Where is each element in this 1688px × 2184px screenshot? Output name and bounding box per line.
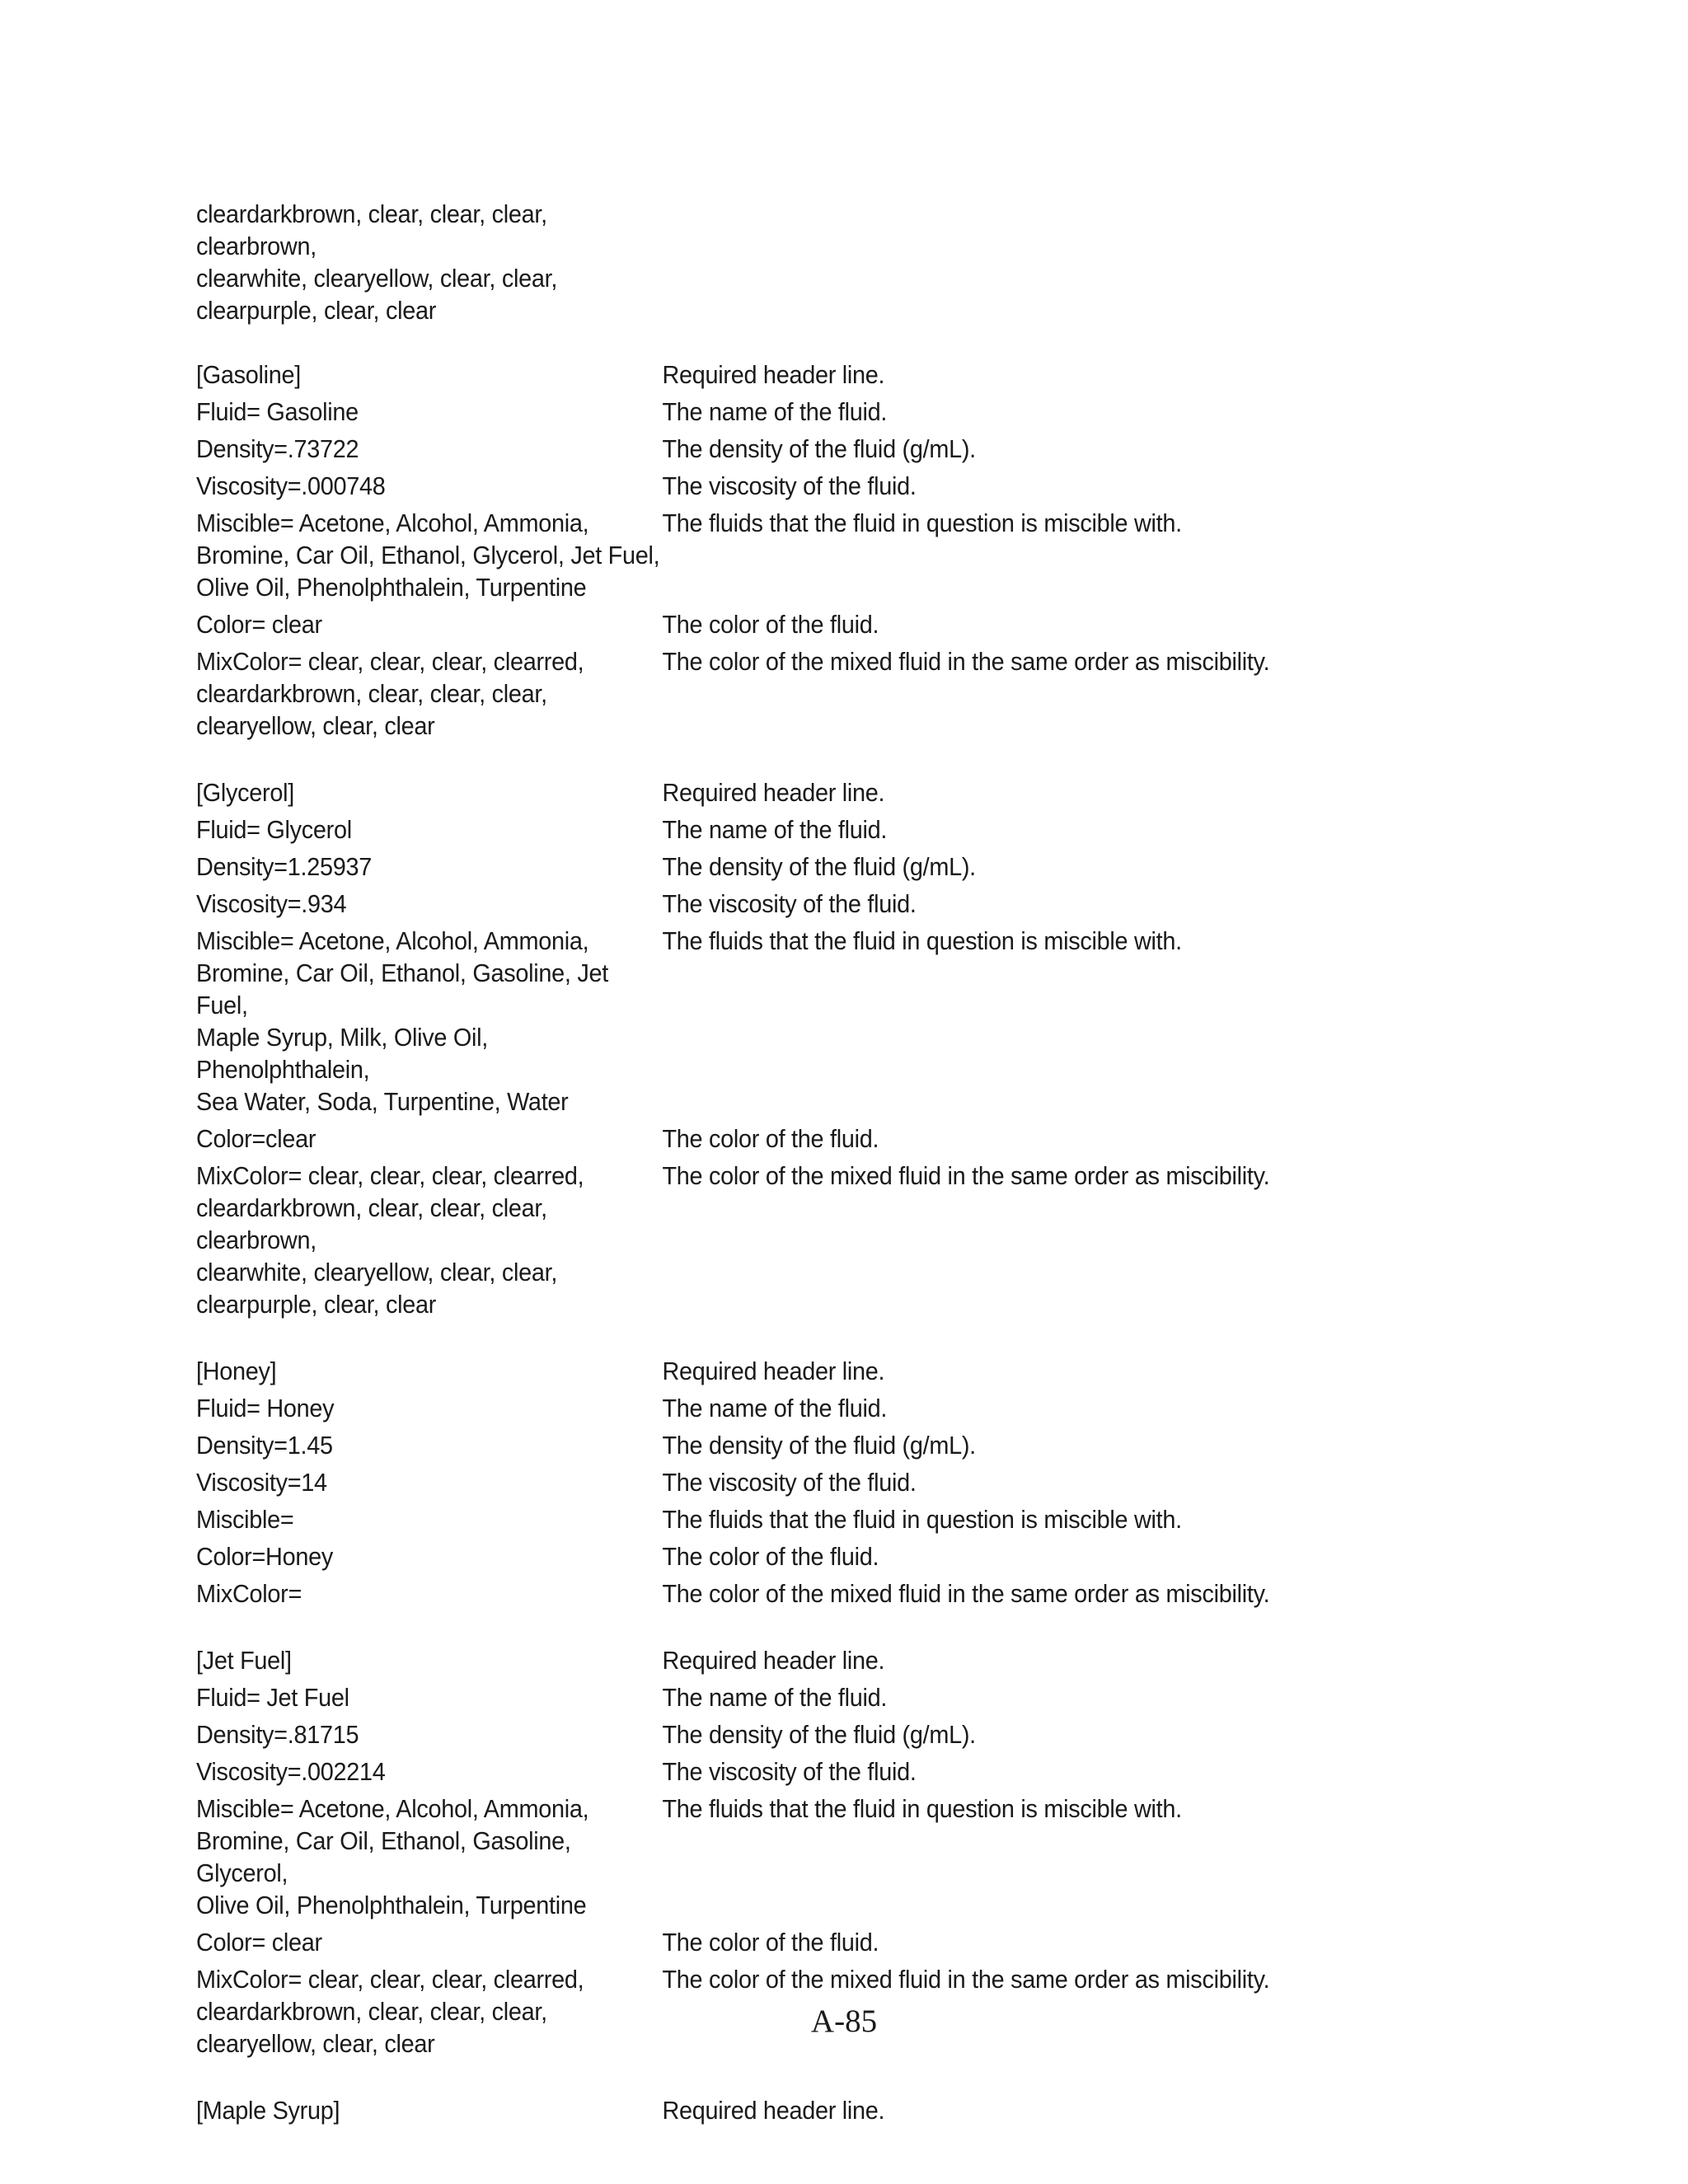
config-entry xyxy=(196,467,662,504)
config-entry xyxy=(196,393,662,430)
config-entry-line: Density=.73722 xyxy=(196,434,359,463)
config-entry-line: Fluid= Honey xyxy=(196,1394,335,1422)
config-entry-line: Miscible= xyxy=(196,1505,294,1534)
config-entry-line: Miscible= Acetone, Alcohol, Ammonia, xyxy=(196,1794,589,1823)
config-entry xyxy=(196,922,662,1120)
config-row xyxy=(196,1427,1438,1464)
config-description: The fluids that the fluid in question is miscible with. xyxy=(662,509,1182,537)
config-row xyxy=(196,504,1438,606)
config-entry-line: [Maple Syrup] xyxy=(196,2096,340,2125)
config-entry xyxy=(196,1120,662,1157)
config-entry-line: clearyellow, clear, clear xyxy=(196,2029,435,2058)
config-row xyxy=(196,1790,1438,1924)
config-entry xyxy=(196,1753,662,1790)
config-entry-line: Bromine, Car Oil, Ethanol, Gasoline, Glycerol, xyxy=(196,1826,571,1887)
config-row xyxy=(196,848,1438,885)
config-entry xyxy=(196,1427,662,1464)
config-description: The viscosity of the fluid. xyxy=(662,1757,917,1786)
config-row xyxy=(196,1501,1438,1538)
config-description: The viscosity of the fluid. xyxy=(662,889,917,918)
config-row xyxy=(196,1575,1438,1612)
fluid-section xyxy=(196,1352,1438,1612)
page-number: A-85 xyxy=(810,2004,878,2039)
config-entry xyxy=(196,1575,662,1612)
config-entry xyxy=(196,1679,662,1716)
config-description: The color of the mixed fluid in the same order as miscibility. xyxy=(662,1579,1270,1608)
config-listing xyxy=(196,198,1438,2129)
lead-line: clearpurple, clear, clear xyxy=(196,296,437,325)
config-entry xyxy=(196,504,662,606)
lead-line: cleardarkbrown, clear, clear, clear, clearbrown, xyxy=(196,199,547,260)
config-description: The color of the mixed fluid in the same order as miscibility. xyxy=(662,647,1270,676)
config-entry xyxy=(196,1716,662,1753)
config-entry-line: MixColor= clear, clear, clear, clearred, xyxy=(196,1965,584,1994)
config-entry-line: Sea Water, Soda, Turpentine, Water xyxy=(196,1087,569,1116)
config-entry-line: Density=1.25937 xyxy=(196,852,372,881)
config-entry xyxy=(196,643,662,744)
config-entry xyxy=(196,1790,662,1924)
config-description: The fluids that the fluid in question is miscible with. xyxy=(662,1794,1182,1823)
config-description: Required header line. xyxy=(662,2096,885,2125)
config-row xyxy=(196,1120,1438,1157)
config-entry-line: Miscible= Acetone, Alcohol, Ammonia, xyxy=(196,926,589,955)
config-description: The color of the fluid. xyxy=(662,1928,879,1957)
config-entry-line: Olive Oil, Phenolphthalein, Turpentine xyxy=(196,1891,587,1919)
config-entry-line: MixColor= clear, clear, clear, clearred, xyxy=(196,1161,584,1190)
config-description: The fluids that the fluid in question is miscible with. xyxy=(662,926,1182,955)
config-description: The color of the fluid. xyxy=(662,1542,879,1571)
config-entry xyxy=(196,774,662,811)
config-row xyxy=(196,643,1438,744)
config-entry xyxy=(196,1538,662,1575)
config-description: The name of the fluid. xyxy=(662,1683,888,1712)
config-description: The density of the fluid (g/mL). xyxy=(662,852,976,881)
config-description: The density of the fluid (g/mL). xyxy=(662,1431,976,1460)
config-row xyxy=(196,1924,1438,1961)
config-entry xyxy=(196,356,662,393)
config-entry-line: Viscosity=.000748 xyxy=(196,471,386,500)
config-entry-line: Maple Syrup, Milk, Olive Oil, Phenolphthalein, xyxy=(196,1023,488,1084)
config-row xyxy=(196,1642,1438,1679)
config-row xyxy=(196,2092,1438,2129)
fluid-section xyxy=(196,356,1438,744)
config-row xyxy=(196,1679,1438,1716)
fluid-section xyxy=(196,1642,1438,2062)
config-entry-line: cleardarkbrown, clear, clear, clear, clearbrown, xyxy=(196,1193,547,1254)
config-row xyxy=(196,774,1438,811)
config-entry xyxy=(196,1642,662,1679)
config-row xyxy=(196,1538,1438,1575)
config-entry-line: Color=clear xyxy=(196,1124,316,1153)
config-entry-line: Miscible= Acetone, Alcohol, Ammonia, xyxy=(196,509,589,537)
config-entry-line: cleardarkbrown, clear, clear, clear, xyxy=(196,679,547,708)
config-entry-line: Fluid= Glycerol xyxy=(196,815,352,844)
config-row xyxy=(196,1464,1438,1501)
config-row xyxy=(196,1352,1438,1390)
config-entry-line: cleardarkbrown, clear, clear, clear, xyxy=(196,1997,547,2026)
lead-line: clearwhite, clearyellow, clear, clear, xyxy=(196,264,558,293)
config-description: The color of the fluid. xyxy=(662,1124,879,1153)
config-description: The name of the fluid. xyxy=(662,815,888,844)
config-description: Required header line. xyxy=(662,360,885,389)
config-entry xyxy=(196,811,662,848)
config-entry-line: Viscosity=.002214 xyxy=(196,1757,386,1786)
config-entry xyxy=(196,885,662,922)
config-description: Required header line. xyxy=(662,1357,885,1385)
config-entry xyxy=(196,1157,662,1323)
config-entry-line: Bromine, Car Oil, Ethanol, Gasoline, Jet Fuel, xyxy=(196,958,609,1019)
config-description: The viscosity of the fluid. xyxy=(662,1468,917,1497)
config-entry-line: Olive Oil, Phenolphthalein, Turpentine xyxy=(196,573,587,602)
config-entry-line: Viscosity=14 xyxy=(196,1468,327,1497)
section-gap xyxy=(196,2062,1438,2092)
config-row xyxy=(196,393,1438,430)
config-row xyxy=(196,606,1438,643)
config-description: The fluids that the fluid in question is miscible with. xyxy=(662,1505,1182,1534)
config-row xyxy=(196,811,1438,848)
config-row xyxy=(196,1157,1438,1323)
config-entry xyxy=(196,430,662,467)
config-entry-line: [Honey] xyxy=(196,1357,277,1385)
config-entry xyxy=(196,1464,662,1501)
config-entry-line: clearwhite, clearyellow, clear, clear, xyxy=(196,1258,558,1286)
config-description: Required header line. xyxy=(662,778,885,807)
section-gap xyxy=(196,1323,1438,1352)
config-entry xyxy=(196,1501,662,1538)
config-row xyxy=(196,356,1438,393)
config-entry-line: Density=1.45 xyxy=(196,1431,333,1460)
fluid-sections xyxy=(196,356,1438,2129)
config-row xyxy=(196,1716,1438,1753)
config-description: The name of the fluid. xyxy=(662,1394,888,1422)
config-entry xyxy=(196,606,662,643)
config-description: The name of the fluid. xyxy=(662,397,888,426)
fluid-section xyxy=(196,2092,1438,2129)
config-entry-line: clearyellow, clear, clear xyxy=(196,711,435,740)
config-entry-line: Fluid= Gasoline xyxy=(196,397,359,426)
config-description: The viscosity of the fluid. xyxy=(662,471,917,500)
config-entry-line: MixColor= clear, clear, clear, clearred, xyxy=(196,647,584,676)
config-entry-line: MixColor= xyxy=(196,1579,302,1608)
continued-mixcolor-text xyxy=(196,198,662,326)
fluid-section xyxy=(196,774,1438,1323)
config-entry-line: Fluid= Jet Fuel xyxy=(196,1683,349,1712)
section-gap xyxy=(196,1612,1438,1642)
config-entry-line: [Jet Fuel] xyxy=(196,1646,292,1675)
config-entry xyxy=(196,848,662,885)
config-entry xyxy=(196,1924,662,1961)
config-entry-line: [Gasoline] xyxy=(196,360,302,389)
config-entry-line: Color= clear xyxy=(196,610,322,639)
config-description: The color of the mixed fluid in the same order as miscibility. xyxy=(662,1161,1270,1190)
config-entry xyxy=(196,2092,662,2129)
config-row xyxy=(196,885,1438,922)
config-entry-line: Viscosity=.934 xyxy=(196,889,347,918)
config-row xyxy=(196,430,1438,467)
config-row xyxy=(196,1753,1438,1790)
config-entry-line: [Glycerol] xyxy=(196,778,294,807)
config-row xyxy=(196,467,1438,504)
config-description: The density of the fluid (g/mL). xyxy=(662,434,976,463)
config-entry xyxy=(196,1352,662,1390)
config-description: The color of the mixed fluid in the same order as miscibility. xyxy=(662,1965,1270,1994)
config-description: Required header line. xyxy=(662,1646,885,1675)
config-row xyxy=(196,1390,1438,1427)
config-entry-line: Density=.81715 xyxy=(196,1720,359,1749)
config-entry xyxy=(196,1390,662,1427)
config-entry-line: Color= clear xyxy=(196,1928,322,1957)
config-entry-line: Bromine, Car Oil, Ethanol, Glycerol, Jet Fuel, xyxy=(196,541,660,569)
config-row xyxy=(196,922,1438,1120)
section-gap xyxy=(196,744,1438,774)
config-entry-line: Color=Honey xyxy=(196,1542,334,1571)
config-description: The color of the fluid. xyxy=(662,610,879,639)
config-entry-line: clearpurple, clear, clear xyxy=(196,1290,437,1319)
config-description: The density of the fluid (g/mL). xyxy=(662,1720,976,1749)
